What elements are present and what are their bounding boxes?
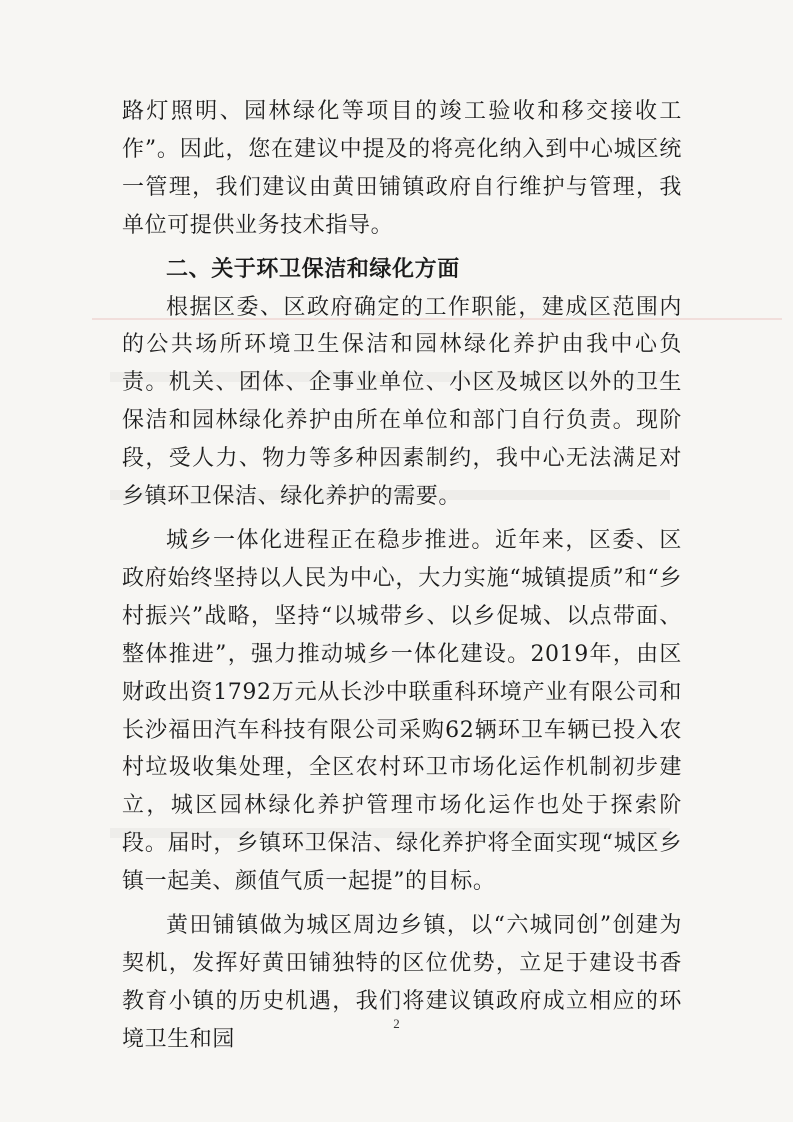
document-body <box>122 93 682 1059</box>
bleed-through-title <box>676 122 786 227</box>
paragraph-continuation: 路灯照明、园林绿化等项目的竣工验收和移交接收工作”。因此，您在建议中提及的将亮化纳入到中心城区统一管理，我们建议由黄田铺镇政府自行维护与管理，我单位可提供业务技术指导。 <box>122 99 682 238</box>
section-heading: 二、关于环卫保洁和绿化方面 <box>166 256 460 282</box>
paragraph-huangtianpu: 黄田铺镇做为城区周边乡镇，以“六城同创”创建为契机，发挥好黄田铺独特的区位优势，立足于建设书香教育小镇的历史机遇，我们将建议镇政府成立相应的环境卫生和园 <box>122 913 682 1052</box>
paragraph-urban-rural: 城乡一体化进程正在稳步推进。近年来，区委、区政府始终坚持以人民为中心，大力实施“城镇提质”和“乡村振兴”战略，坚持“以城带乡、以乡促城、以点带面、整体推进”，强力推动城乡一体化建设。2019年，由区财政出资1792万元从长沙中联重科环境产业有限公司和长沙福田汽车科技有限公司采购62辆环卫车辆已投入农村垃圾收集处理，全区农村环卫市场化运作机制初步建立，城区园林绿化养护管理市场化运作也处于探索阶段。届时，乡镇环卫保洁、绿化养护将全面实现“城区乡镇一起美、颜值气质一起提”的目标。 <box>122 527 682 895</box>
paragraph-work-duties: 根据区委、区政府确定的工作职能，建成区范围内的公共场所环境卫生保洁和园林绿化养护由我中心负责。机关、团体、企事业单位、小区及城区以外的卫生保洁和园林绿化养护由所在单位和部门自行负责。现阶段，受人力、物力等多种因素制约，我中心无法满足对乡镇环卫保洁、绿化养护的需要。 <box>122 294 682 510</box>
page-number: 2 <box>393 1016 400 1031</box>
